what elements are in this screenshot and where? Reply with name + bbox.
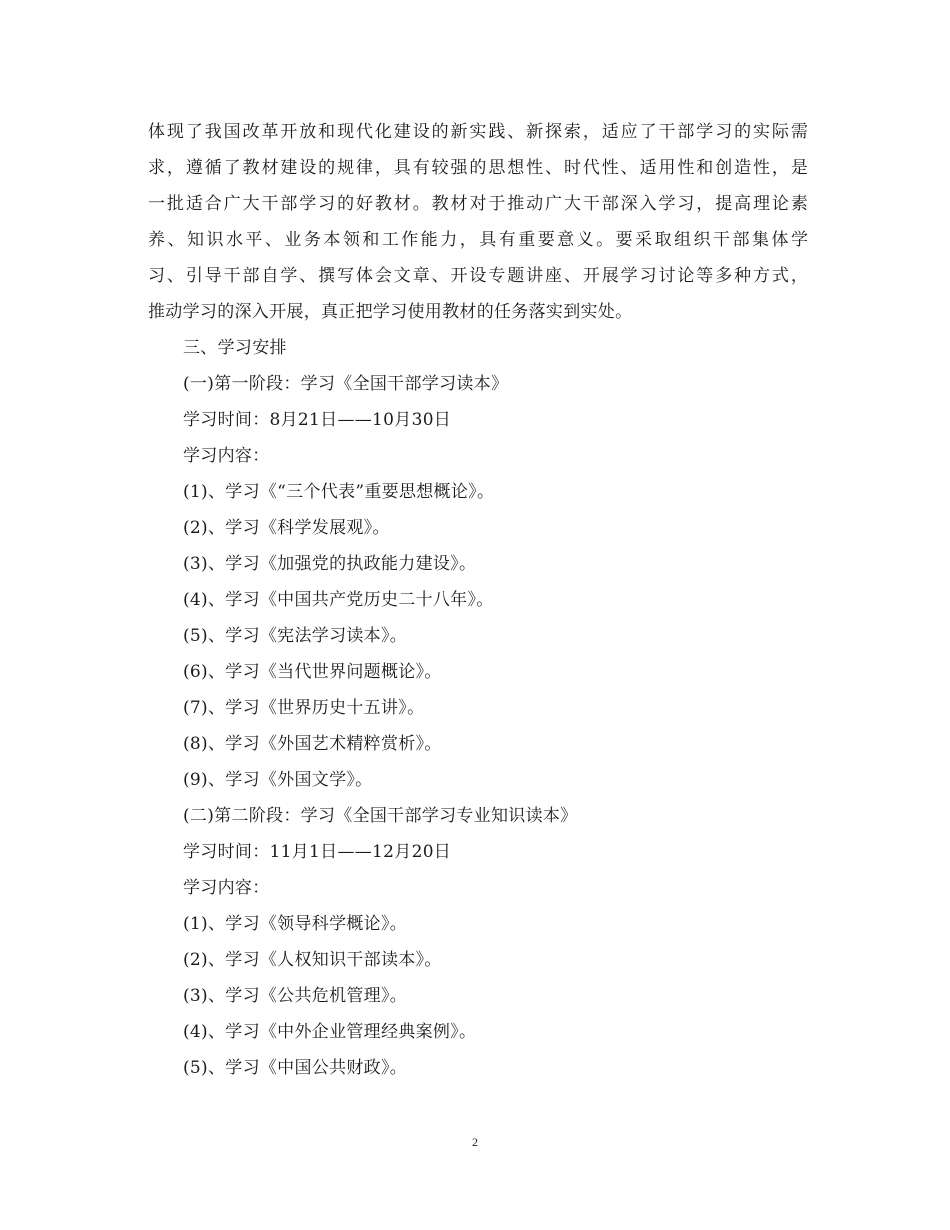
glyph: 教 [242, 158, 260, 178]
glyph: 、 [507, 122, 525, 142]
glyph: 重 [518, 230, 536, 250]
glyph: 践 [488, 122, 506, 142]
glyph: 养 [148, 230, 165, 250]
document-body [148, 114, 808, 1086]
glyph: 平 [245, 230, 263, 250]
stage2-time: 学习时间：11月1日——12月20日 [183, 842, 452, 862]
glyph: 循 [204, 158, 222, 178]
glyph: 动 [526, 194, 544, 214]
glyph: 建 [280, 158, 298, 178]
paragraph-line [148, 150, 808, 186]
glyph: 习 [639, 266, 657, 286]
glyph: 求 [148, 158, 165, 178]
glyph: 建 [393, 122, 411, 142]
glyph: 撰 [318, 266, 336, 286]
glyph: 力 [440, 230, 458, 250]
glyph: 材 [393, 194, 411, 214]
list-item: (4)、学习《中外企业管理经典案例》。 [183, 1022, 477, 1042]
glyph: ， [696, 194, 714, 214]
glyph: 教 [374, 194, 392, 214]
glyph: 广 [545, 194, 563, 214]
list-item: (5)、学习《中国公共财政》。 [183, 1058, 408, 1078]
glyph: 和 [696, 158, 714, 178]
stage2-title: (二)第二阶段：学习《全国干部学习专业知识读本》 [183, 806, 578, 826]
glyph: 干 [223, 266, 241, 286]
glyph: 体 [148, 122, 165, 142]
glyph: 部 [732, 230, 750, 250]
glyph: 材 [450, 194, 468, 214]
glyph: 要 [537, 230, 555, 250]
glyph: 干 [261, 194, 279, 214]
glyph: 时 [563, 158, 581, 178]
glyph: ， [166, 158, 184, 178]
glyph: 律 [355, 158, 373, 178]
glyph: 。 [412, 194, 430, 214]
glyph: 代 [355, 122, 373, 142]
glyph: 、 [545, 158, 563, 178]
glyph: 一 [148, 194, 165, 214]
glyph: 的 [431, 122, 449, 142]
list-item: (4)、学习《中国共产党历史二十八年》。 [183, 590, 494, 610]
paragraph-line [148, 114, 808, 150]
list-item: (3)、学习《加强党的执政能力建设》。 [183, 554, 477, 574]
glyph: 的 [337, 194, 355, 214]
list-item: (6)、学习《当代世界问题概论》。 [183, 662, 442, 682]
glyph: 创 [715, 158, 733, 178]
glyph: ， [459, 230, 477, 250]
glyph: 了 [185, 122, 203, 142]
glyph: 提 [715, 194, 733, 214]
glyph: 广 [223, 194, 241, 214]
glyph: 、 [620, 158, 638, 178]
glyph: 有 [412, 158, 430, 178]
glyph: 批 [166, 194, 184, 214]
glyph: 展 [601, 266, 619, 286]
glyph: 部 [601, 194, 619, 214]
glyph: 强 [450, 158, 468, 178]
glyph: 性 [677, 158, 695, 178]
glyph: 了 [639, 122, 657, 142]
glyph: 引 [185, 266, 203, 286]
glyph: 业 [284, 230, 302, 250]
glyph: 推 [507, 194, 525, 214]
glyph: 、 [299, 266, 317, 286]
glyph: 想 [507, 158, 525, 178]
glyph: 文 [393, 266, 411, 286]
glyph: 种 [734, 266, 752, 286]
list-item: (5)、学习《宪法学习读本》。 [183, 626, 408, 646]
glyph: 探 [545, 122, 563, 142]
list-item: (1)、学习《“三个代表”重要思想概论》。 [183, 482, 495, 502]
stage1-content-label: 学习内容： [183, 446, 270, 466]
glyph: 方 [753, 266, 770, 286]
glyph: 较 [431, 158, 449, 178]
glyph: 、 [166, 266, 184, 286]
paragraph-line-last: 推动学习的深入开展，真正把学习使用教材的任务落实到实处。 [148, 302, 633, 322]
glyph: 题 [507, 266, 525, 286]
glyph: 体 [771, 230, 789, 250]
stage1-time: 学习时间：8月21日——10月30日 [183, 410, 452, 430]
list-item: (2)、学习《科学发展观》。 [183, 518, 390, 538]
glyph: 国 [223, 122, 241, 142]
glyph: 规 [337, 158, 355, 178]
glyph: 部 [280, 194, 298, 214]
glyph: 适 [639, 158, 657, 178]
glyph: 适 [601, 122, 619, 142]
glyph: 式 [771, 266, 789, 286]
glyph: 设 [469, 266, 487, 286]
glyph: 放 [299, 122, 317, 142]
glyph: 学 [658, 194, 676, 214]
glyph: 材 [261, 158, 279, 178]
glyph: 义 [576, 230, 594, 250]
glyph: 导 [204, 266, 222, 286]
glyph: 新 [450, 122, 468, 142]
list-item: (2)、学习《人权知识干部读本》。 [183, 950, 442, 970]
glyph: 论 [677, 266, 695, 286]
glyph: 干 [582, 194, 600, 214]
paragraph-line [148, 186, 808, 222]
glyph: 设 [299, 158, 317, 178]
list-item: (9)、学习《外国文学》。 [183, 770, 373, 790]
glyph: 高 [734, 194, 752, 214]
glyph: 体 [355, 266, 373, 286]
paragraph-line [148, 258, 808, 294]
glyph: 需 [790, 122, 808, 142]
glyph: 学 [696, 122, 714, 142]
stage1-title: (一)第一阶段：学习《全国干部学习读本》 [183, 374, 509, 394]
glyph: 于 [488, 194, 506, 214]
page-number: 2 [472, 1135, 478, 1149]
glyph: 的 [734, 122, 752, 142]
glyph: 具 [393, 158, 411, 178]
glyph: 组 [674, 230, 692, 250]
glyph: 自 [261, 266, 279, 286]
glyph: 开 [582, 266, 600, 286]
glyph: 领 [342, 230, 360, 250]
glyph: 学 [620, 266, 638, 286]
glyph: 好 [355, 194, 373, 214]
glyph: 干 [713, 230, 731, 250]
glyph: 水 [225, 230, 243, 250]
glyph: 性 [526, 158, 544, 178]
list-item: (8)、学习《外国艺术精粹赏析》。 [183, 734, 442, 754]
glyph: 应 [620, 122, 638, 142]
glyph: 新 [526, 122, 544, 142]
glyph: 部 [242, 266, 260, 286]
glyph: 讨 [658, 266, 676, 286]
glyph: 开 [450, 266, 468, 286]
glyph: 入 [639, 194, 657, 214]
glyph: 、 [563, 266, 581, 286]
glyph: 知 [186, 230, 204, 250]
glyph: 实 [753, 122, 770, 142]
list-item: (3)、学习《公共危机管理》。 [183, 986, 408, 1006]
glyph: 设 [412, 122, 430, 142]
glyph: 、 [264, 230, 282, 250]
glyph: 要 [615, 230, 633, 250]
glyph: 意 [557, 230, 575, 250]
glyph: 合 [204, 194, 222, 214]
glyph: 部 [677, 122, 695, 142]
glyph: 。 [596, 230, 614, 250]
paragraph-line [148, 222, 808, 258]
glyph: 适 [185, 194, 203, 214]
glyph: 和 [362, 230, 380, 250]
glyph: 织 [693, 230, 711, 250]
glyph: 识 [206, 230, 224, 250]
glyph: 造 [734, 158, 752, 178]
glyph: 本 [323, 230, 341, 250]
glyph: 大 [242, 194, 260, 214]
glyph: 务 [303, 230, 321, 250]
glyph: 学 [299, 194, 317, 214]
glyph: 等 [696, 266, 714, 286]
list-item: (7)、学习《世界历史十五讲》。 [183, 698, 425, 718]
glyph: 化 [374, 122, 392, 142]
glyph: 工 [381, 230, 399, 250]
glyph: 改 [242, 122, 260, 142]
glyph: 我 [204, 122, 222, 142]
glyph: 座 [545, 266, 563, 286]
glyph: ， [771, 158, 789, 178]
glyph: 代 [582, 158, 600, 178]
glyph: 习 [715, 122, 733, 142]
glyph: 理 [753, 194, 770, 214]
glyph: 学 [790, 230, 808, 250]
glyph: 教 [431, 194, 449, 214]
glyph: 会 [374, 266, 392, 286]
glyph: 采 [635, 230, 653, 250]
glyph: ， [374, 158, 392, 178]
glyph: 习 [677, 194, 695, 214]
glyph: 际 [771, 122, 789, 142]
glyph: ， [790, 266, 808, 286]
glyph: 作 [401, 230, 419, 250]
glyph: 专 [488, 266, 506, 286]
glyph: 论 [771, 194, 789, 214]
glyph: 习 [318, 194, 336, 214]
glyph: 学 [280, 266, 298, 286]
glyph: 大 [563, 194, 581, 214]
stage2-content-label: 学习内容： [183, 878, 270, 898]
glyph: 多 [715, 266, 733, 286]
glyph: 性 [601, 158, 619, 178]
glyph: 干 [658, 122, 676, 142]
glyph: 的 [469, 158, 487, 178]
glyph: 现 [166, 122, 184, 142]
glyph: 对 [469, 194, 487, 214]
glyph: 性 [753, 158, 770, 178]
section-heading: 三、学习安排 [183, 338, 287, 358]
glyph: 开 [280, 122, 298, 142]
glyph: 索 [563, 122, 581, 142]
glyph: 思 [488, 158, 506, 178]
glyph: 具 [479, 230, 497, 250]
glyph: 深 [620, 194, 638, 214]
glyph: 能 [420, 230, 438, 250]
glyph: 习 [148, 266, 165, 286]
glyph: 遵 [185, 158, 203, 178]
glyph: 的 [318, 158, 336, 178]
glyph: 和 [318, 122, 336, 142]
glyph: 用 [658, 158, 676, 178]
glyph: 现 [337, 122, 355, 142]
glyph: 讲 [526, 266, 544, 286]
glyph: 革 [261, 122, 279, 142]
glyph: 写 [337, 266, 355, 286]
glyph: 有 [498, 230, 516, 250]
glyph: 是 [790, 158, 808, 178]
glyph: 了 [223, 158, 241, 178]
glyph: 取 [654, 230, 672, 250]
glyph: 章 [412, 266, 430, 286]
glyph: 素 [790, 194, 808, 214]
glyph: 实 [469, 122, 487, 142]
list-item: (1)、学习《领导科学概论》。 [183, 914, 408, 934]
glyph: ， [582, 122, 600, 142]
glyph: 集 [752, 230, 770, 250]
glyph: 、 [431, 266, 449, 286]
glyph: 、 [167, 230, 185, 250]
